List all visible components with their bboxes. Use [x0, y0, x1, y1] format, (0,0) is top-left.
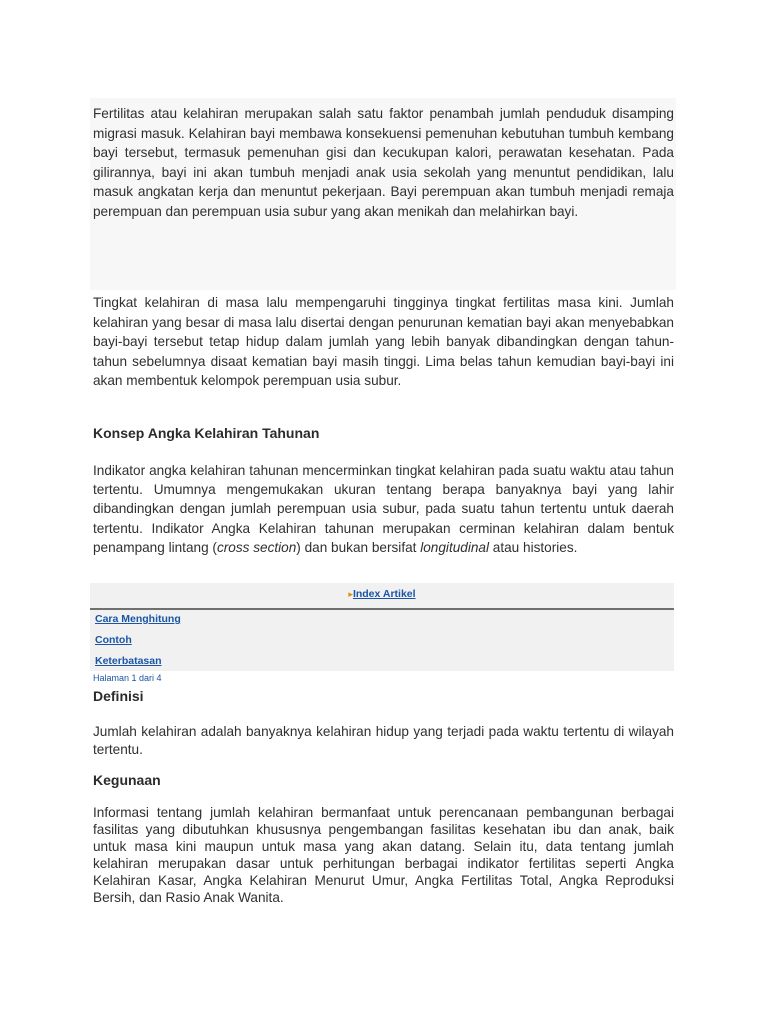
paragraph-fertilitas: Fertilitas atau kelahiran merupakan salah satu faktor penambah jumlah penduduk disamping migrasi masuk. Kelahiran bayi membawa konsekuensi pemenuhan kebutuhan tumbuh kembang bayi tersebut, termasuk pemenuhan gisi dan kecukupan kalori, perawatan kesehatan. Pada gilirannya, bayi ini akan tumbuh menjadi anak usia sekolah yang menuntut pendidikan, lalu masuk angkatan kerja dan menuntut pekerjaan. Bayi perempuan akan tumbuh menjadi remaja perempuan dan perempuan usia subur yang akan menikah dan melahirkan bayi.	[93, 106, 674, 219]
paragraph-indikator-text-1: Indikator angka kelahiran tahunan mencerminkan tingkat kelahiran pada suatu waktu atau tahun tertentu. Umumnya mengemukakan ukuran tentang berapa banyaknya bayi yang lahir dibandingkan dengan jumlah perempuan usia subur, pada suatu tahun tertentu untuk daerah tertentu. Indikator Angka Kelahiran tahunan merupakan cerminan kelahiran dalam bentuk penampang lintang (	[93, 463, 674, 555]
paragraph-indikator	[93, 461, 674, 557]
term-longitudinal: longitudinal	[420, 539, 489, 555]
term-cross-section: cross section	[216, 539, 297, 555]
heading-kegunaan: Kegunaan	[93, 772, 161, 788]
link-contoh[interactable]: Contoh	[95, 634, 132, 646]
arrow-right-icon: ▸	[348, 589, 353, 599]
paragraph-tingkat-kelahiran: Tingkat kelahiran di masa lalu mempengaruhi tingginya tingkat fertilitas masa kini. Jumlah kelahiran yang besar di masa lalu disertai dengan penurunan kematian bayi akan menyebabkan bayi-bayi tersebut tetap hidup dalam jumlah yang lebih banyak dibandingkan dengan tahun-tahun sebelumnya disaat kematian bayi masih tinggi. Lima belas tahun kemudian bayi-bayi ini akan membentuk kelompok perempuan usia subur.	[93, 295, 674, 389]
index-artikel-link[interactable]: Index Artikel	[352, 588, 416, 600]
index-artikel-header	[90, 583, 674, 610]
paragraph-definisi: Jumlah kelahiran adalah banyaknya kelahiran hidup yang terjadi pada waktu tertentu di wilayah tertentu.	[93, 724, 674, 757]
link-keterbatasan[interactable]: Keterbatasan	[95, 655, 162, 667]
heading-konsep: Konsep Angka Kelahiran Tahunan	[93, 425, 320, 441]
paragraph-indikator-text-2: ) dan bukan bersifat	[296, 539, 421, 555]
index-artikel-list	[90, 610, 674, 671]
paragraph-indikator-text-3: atau histories.	[489, 539, 578, 555]
page-indicator: Halaman 1 dari 4	[93, 673, 162, 683]
heading-definisi: Definisi	[93, 688, 144, 704]
link-cara-menghitung[interactable]: Cara Menghitung	[95, 613, 181, 625]
paragraph-kegunaan: Informasi tentang jumlah kelahiran bermanfaat untuk perencanaan pembangunan berbagai fasilitas yang dibutuhkan khususnya pengembangan fasilitas kesehatan ibu dan anak, baik untuk masa kini maupun untuk masa yang akan datang. Selain itu, data tentang jumlah kelahiran merupakan dasar untuk perhitungan berbagai indikator fertilitas seperti Angka Kelahiran Kasar, Angka Kelahiran Menurut Umur, Angka Fertilitas Total, Angka Reproduksi Bersih, dan Rasio Anak Wanita.	[93, 805, 674, 905]
